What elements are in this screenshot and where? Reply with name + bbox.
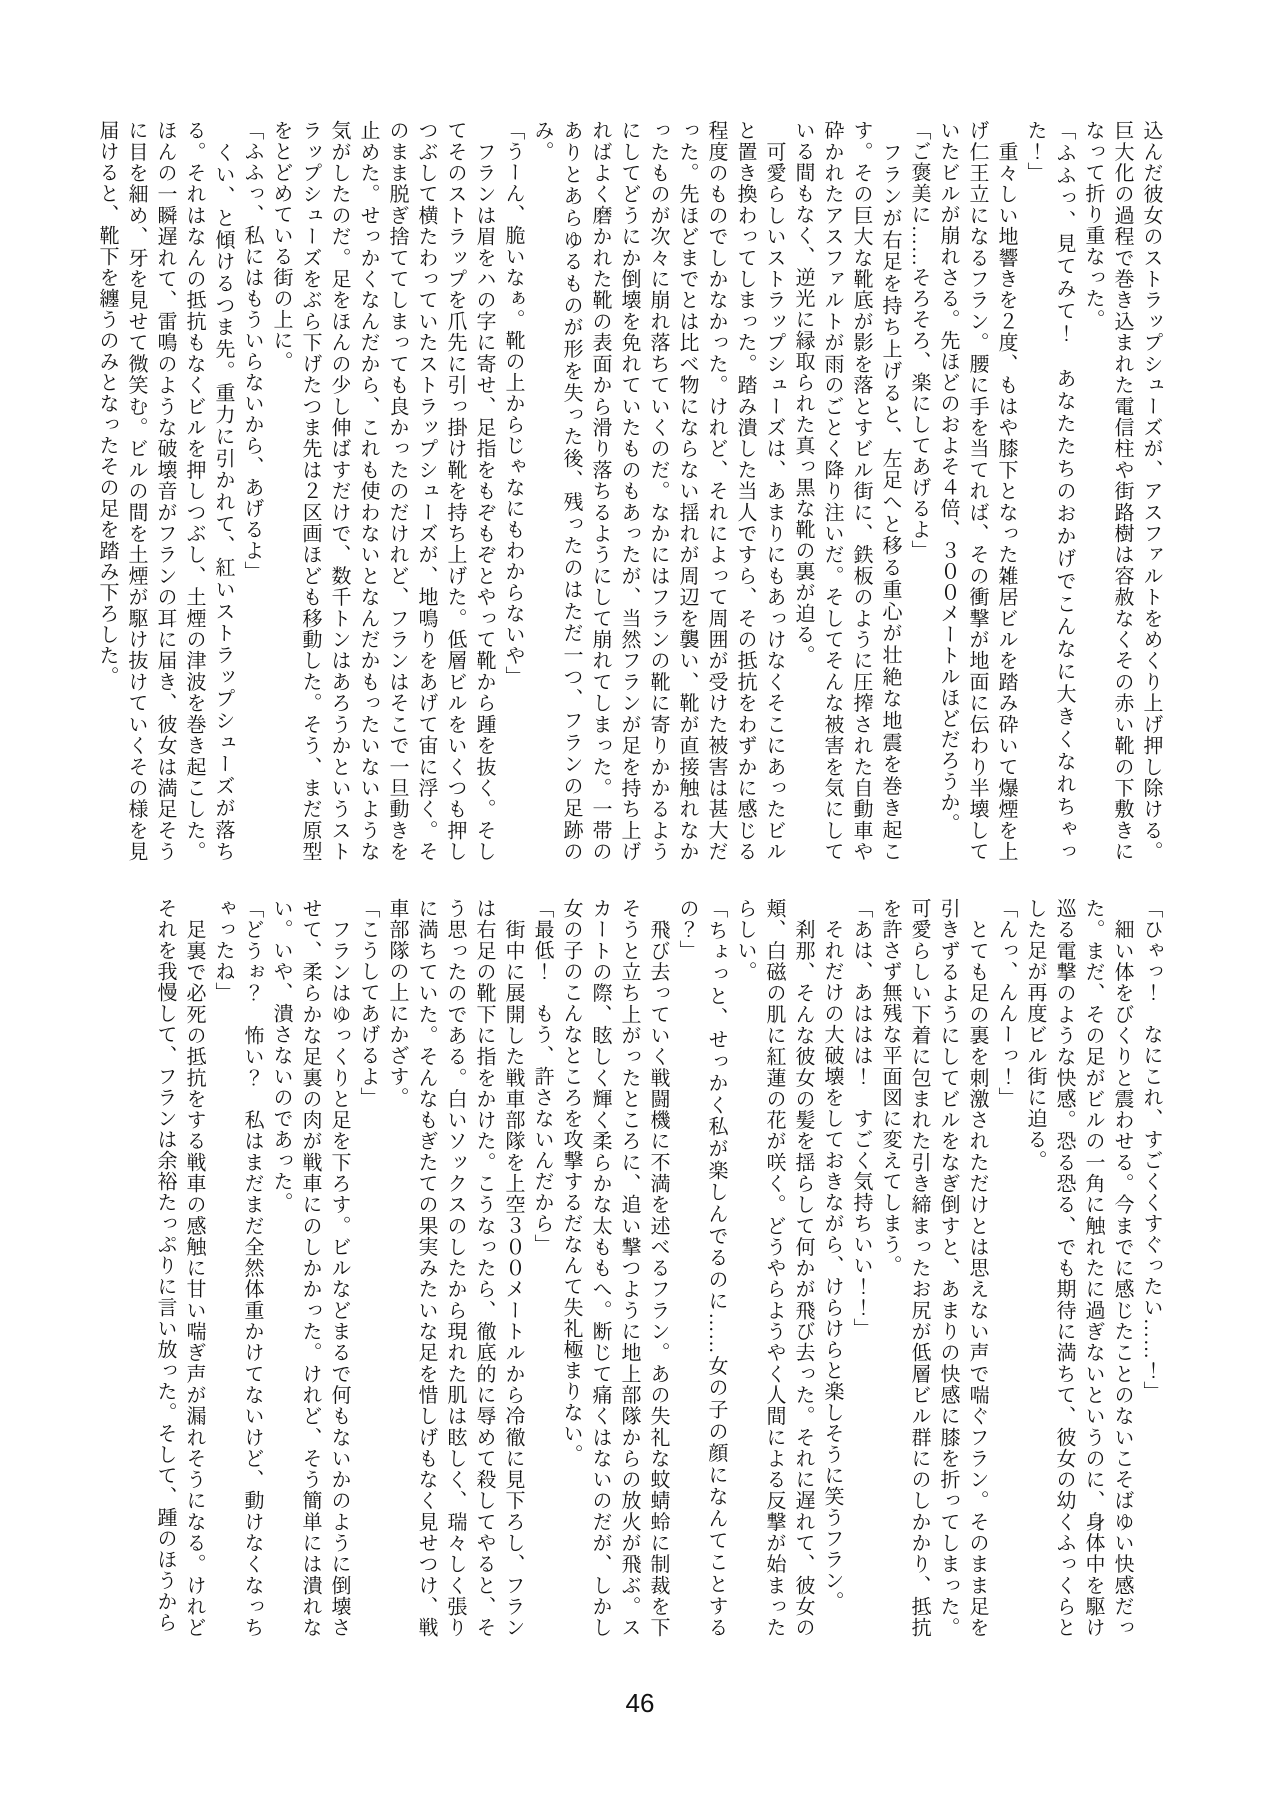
paragraph: 「ふふっ、見てみて！ あなたたちのおかげでこんなに大きくなれちゃった！」 <box>1024 120 1075 862</box>
text-block-top <box>92 120 1165 862</box>
paragraph: フランが右足を持ち上げると、左足へと移る重心が壮絶な地震を巻き起こす。その巨大な靴底が影を落とすビル街に、鉄板のように圧搾された自動車や砕かれたアスファルトが雨のごとく降り注いだ。そしてそんな被害を気にしている間もなく、逆光に縁取られた真っ黒な靴の裏が迫る。 <box>792 120 901 862</box>
paragraph: 「ひゃっ！ なにこれ、すごくくすぐったい……！」 <box>1140 898 1162 1402</box>
text-block-bottom <box>150 898 1165 1638</box>
paragraph: 足裏で必死の抵抗をする戦車の感触に甘い喘ぎ声が漏れそうになる。けれどそれを我慢して、フランは余裕たっぷりに言い放った。そして、踵のほうから <box>154 898 205 1638</box>
page-number: 46 <box>625 1688 655 1718</box>
paragraph: 「ふふっ、私にはもういらないから、あげるよ」 <box>241 120 263 582</box>
paragraph: フランは眉をハの字に寄せ、足指をもぞもぞとやって靴から踵を抜く。そしてそのストラップを爪先に引っ掛け靴を持ち上げた。低層ビルをいくつも押しつぶして横たわっていたストラップシューズが、地鳴りをあげて宙に浮く。そのまま脱ぎ捨ててしまっても良かったのだけれど、フランはそこで一旦動きを止めた。せっかくなんだから、これも使わないとなんだかもったいないような気がしたのだ。足をほんの少し伸ばすだけで、数千トンはあろうかというストラップシューズをぶら下げたつま先は２区画ほども移動した。そう、まだ原型をとどめている街の上に。 <box>270 120 495 862</box>
paragraph: 「あは、あははは！ すごく気持ちいい！！」 <box>850 898 872 1339</box>
paragraph: 細い体をびくりと震わせる。今までに感じたことのないこそばゆい快感だった。まだ、その足がビルの一角に触れたに過ぎないというのに、身体中を駆け巡る電撃のような快感。恐る恐る、でも期待に満ちて、彼女の幼くふっくらとした足が再度ビル街に迫る。 <box>1024 898 1133 1639</box>
paragraph: 街中に展開した戦車部隊を上空３００メートルから冷徹に見下ろし、フランは右足の靴下に指をかけた。こうなったら、徹底的に辱めて殺してやると、そう思ったのである。白いソックスのしたから現れた肌は眩しく、瑞々しく張りに満ちていた。そんなもぎたての果実みたいな足を惜しげもなく見せつけ、戦車部隊の上にかざす。 <box>386 898 524 1638</box>
paragraph: それだけの大破壊をしておきながら、けらけらと楽しそうに笑うフラン。 <box>821 898 843 1612</box>
paragraph: 刹那、そんな彼女の髪を揺らして何かが飛び去った。それに遅れて、彼女の頬、白磁の肌に紅蓮の花が咲く。どうやらようやく人間による反撃が始まったらしい。 <box>734 898 814 1638</box>
paragraph: 重々しい地響きを２度、もはや膝下となった雑居ビルを踏み砕いて爆煙を上げ仁王立になるフラン。腰に手を当てれば、その衝撃が地面に伝わり半壊していたビルが崩れさる。先ほどのおよそ４倍、３００メートルほどだろうか。 <box>937 120 1017 862</box>
paragraph: とても足の裏を刺激されただけとは思えない声で喘ぐフラン。そのまま足を引きずるようにしてビルをなぎ倒すと、あまりの快感に膝を折ってしまった。可愛らしい下着に包まれた引き締まったお尻が低層ビル群にのしかかり、抵抗を許さず無残な平面図に変えてしまう。 <box>879 898 988 1638</box>
paragraph: 「うーん、脆いなぁ。靴の上からじゃなにもわからないや」 <box>502 120 524 687</box>
paragraph: 「ちょっと、せっかく私が楽しんでるのに……女の子の顔になんてことするの？」 <box>676 898 727 1638</box>
paragraph: 「どうぉ？ 怖い？ 私はまだまだ全然体重かけてないけど、動けなくなっちゃったね」 <box>212 898 263 1638</box>
paragraph: 飛び去っていく戦闘機に不満を述べるフラン。あの失礼な蚊蜻蛉に制裁を下そうと立ち上がったところに、追い撃つように地上部隊からの放火が飛ぶ。スカートの際、眩しく輝く柔らかな太ももへ。断じて痛くはないのだが、しかし女の子のこんなところを攻撃するだなんて失礼極まりない。 <box>560 898 669 1638</box>
paragraph: フランはゆっくりと足を下ろす。ビルなどまるで何もないかのように倒壊させて、柔らかな足裏の肉が戦車にのしかかった。けれど、そう簡単には潰れない。いや、潰さないのであった。 <box>270 898 350 1638</box>
paragraph: くい、と傾けるつま先。重力に引かれて、紅いストラップシューズが落ちる。それはなんの抵抗もなくビルを押しつぶし、土煙の津波を巻き起こした。ほんの一瞬遅れて、雷鳴のような破壊音がフランの耳に届き、彼女は満足そうに目を細め、牙を見せて微笑む。ビルの間を土煙が駆け抜けていくその様を見届けると、靴下を纏うのみとなったその足を踏み下ろした。 <box>96 120 234 862</box>
paragraph: 「こうしてあげるよ」 <box>357 898 379 1108</box>
paragraph: 可愛らしいストラップシューズは、あまりにもあっけなくそこにあったビルと置き換わってしまった。踏み潰した当人ですら、その抵抗をわずかに感じる程度のものでしかなかった。けれど、それによって周囲が受けた被害は甚大だった。先ほどまでとは比べ物にならない揺れが周辺を襲い、靴が直接触れなかったものが次々に崩れ落ちていくのだ。なかにはフランの靴に寄りかかるようにしてどうにか倒壊を免れていたものもあったが、当然フランが足を持ち上げればよく磨かれた靴の表面から滑り落ちるようにして崩れてしまった。一帯のありとあらゆるものが形を失った後、残ったのはただ一つ、フランの足跡のみ。 <box>531 120 785 862</box>
paragraph: 込んだ彼女のストラップシューズが、アスファルトをめくり上げ押し除ける。巨大化の過程で巻き込まれた電信柱や街路樹は容赦なくその赤い靴の下敷きになって折り重なった。 <box>1082 120 1162 862</box>
paragraph: 「んっ、んんーっ！」 <box>995 898 1017 1108</box>
paragraph: 「ご褒美に……そろそろ、楽にしてあげるよ」 <box>908 120 930 561</box>
paragraph: 「最低！ もう、許さないんだから」 <box>531 898 553 1255</box>
